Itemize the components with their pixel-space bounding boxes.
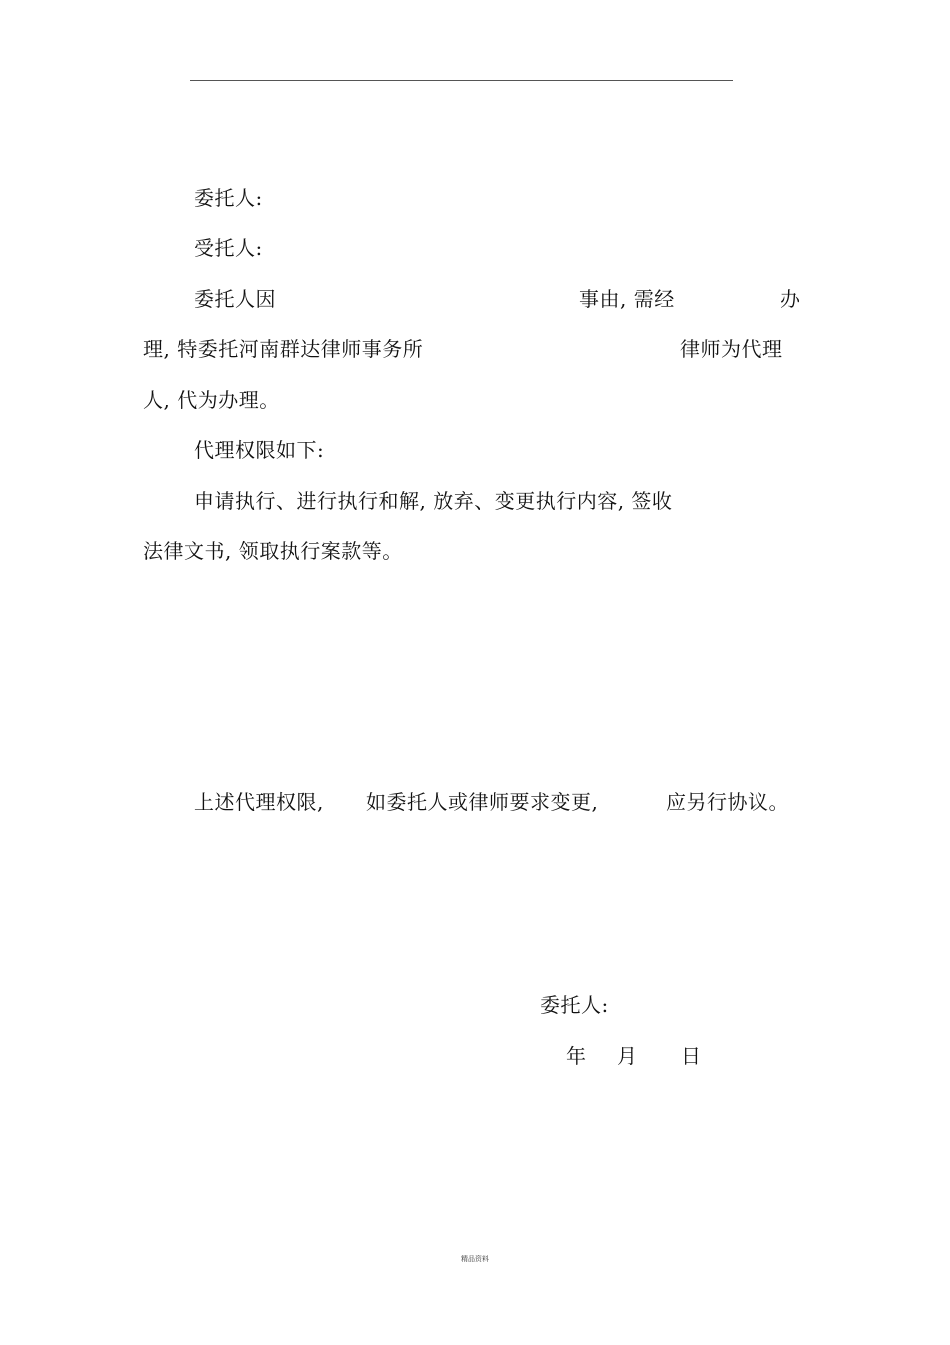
date-day: 日: [681, 1044, 702, 1068]
principal-label: 委托人:: [194, 186, 263, 210]
header-rule: [190, 80, 733, 81]
change-text-part3: 应另行协议。: [666, 790, 789, 814]
date-year: 年: [566, 1044, 587, 1068]
reason-text-part3: 办: [780, 287, 801, 311]
scope-heading: 代理权限如下:: [194, 438, 325, 462]
change-text-part2: 如委托人或律师要求变更,: [366, 790, 599, 814]
reason-line3: 人, 代为办理。: [143, 388, 280, 412]
scope-line2: 法律文书, 领取执行案款等。: [143, 539, 403, 563]
scope-line1: 申请执行、进行执行和解, 放弃、变更执行内容, 签收: [194, 489, 673, 513]
reason-text-part1: 委托人因: [194, 287, 276, 311]
reason-text-part2: 事由, 需经: [579, 287, 675, 311]
reason-line2-part1: 理, 特委托河南群达律师事务所: [143, 337, 424, 361]
reason-line2-part2: 律师为代理: [680, 337, 783, 361]
date-month: 月: [617, 1044, 638, 1068]
agent-label: 受托人:: [194, 236, 263, 260]
change-text-part1: 上述代理权限,: [194, 790, 324, 814]
signature-label: 委托人:: [540, 993, 609, 1017]
page-footer: 精品资料: [461, 1255, 489, 1263]
